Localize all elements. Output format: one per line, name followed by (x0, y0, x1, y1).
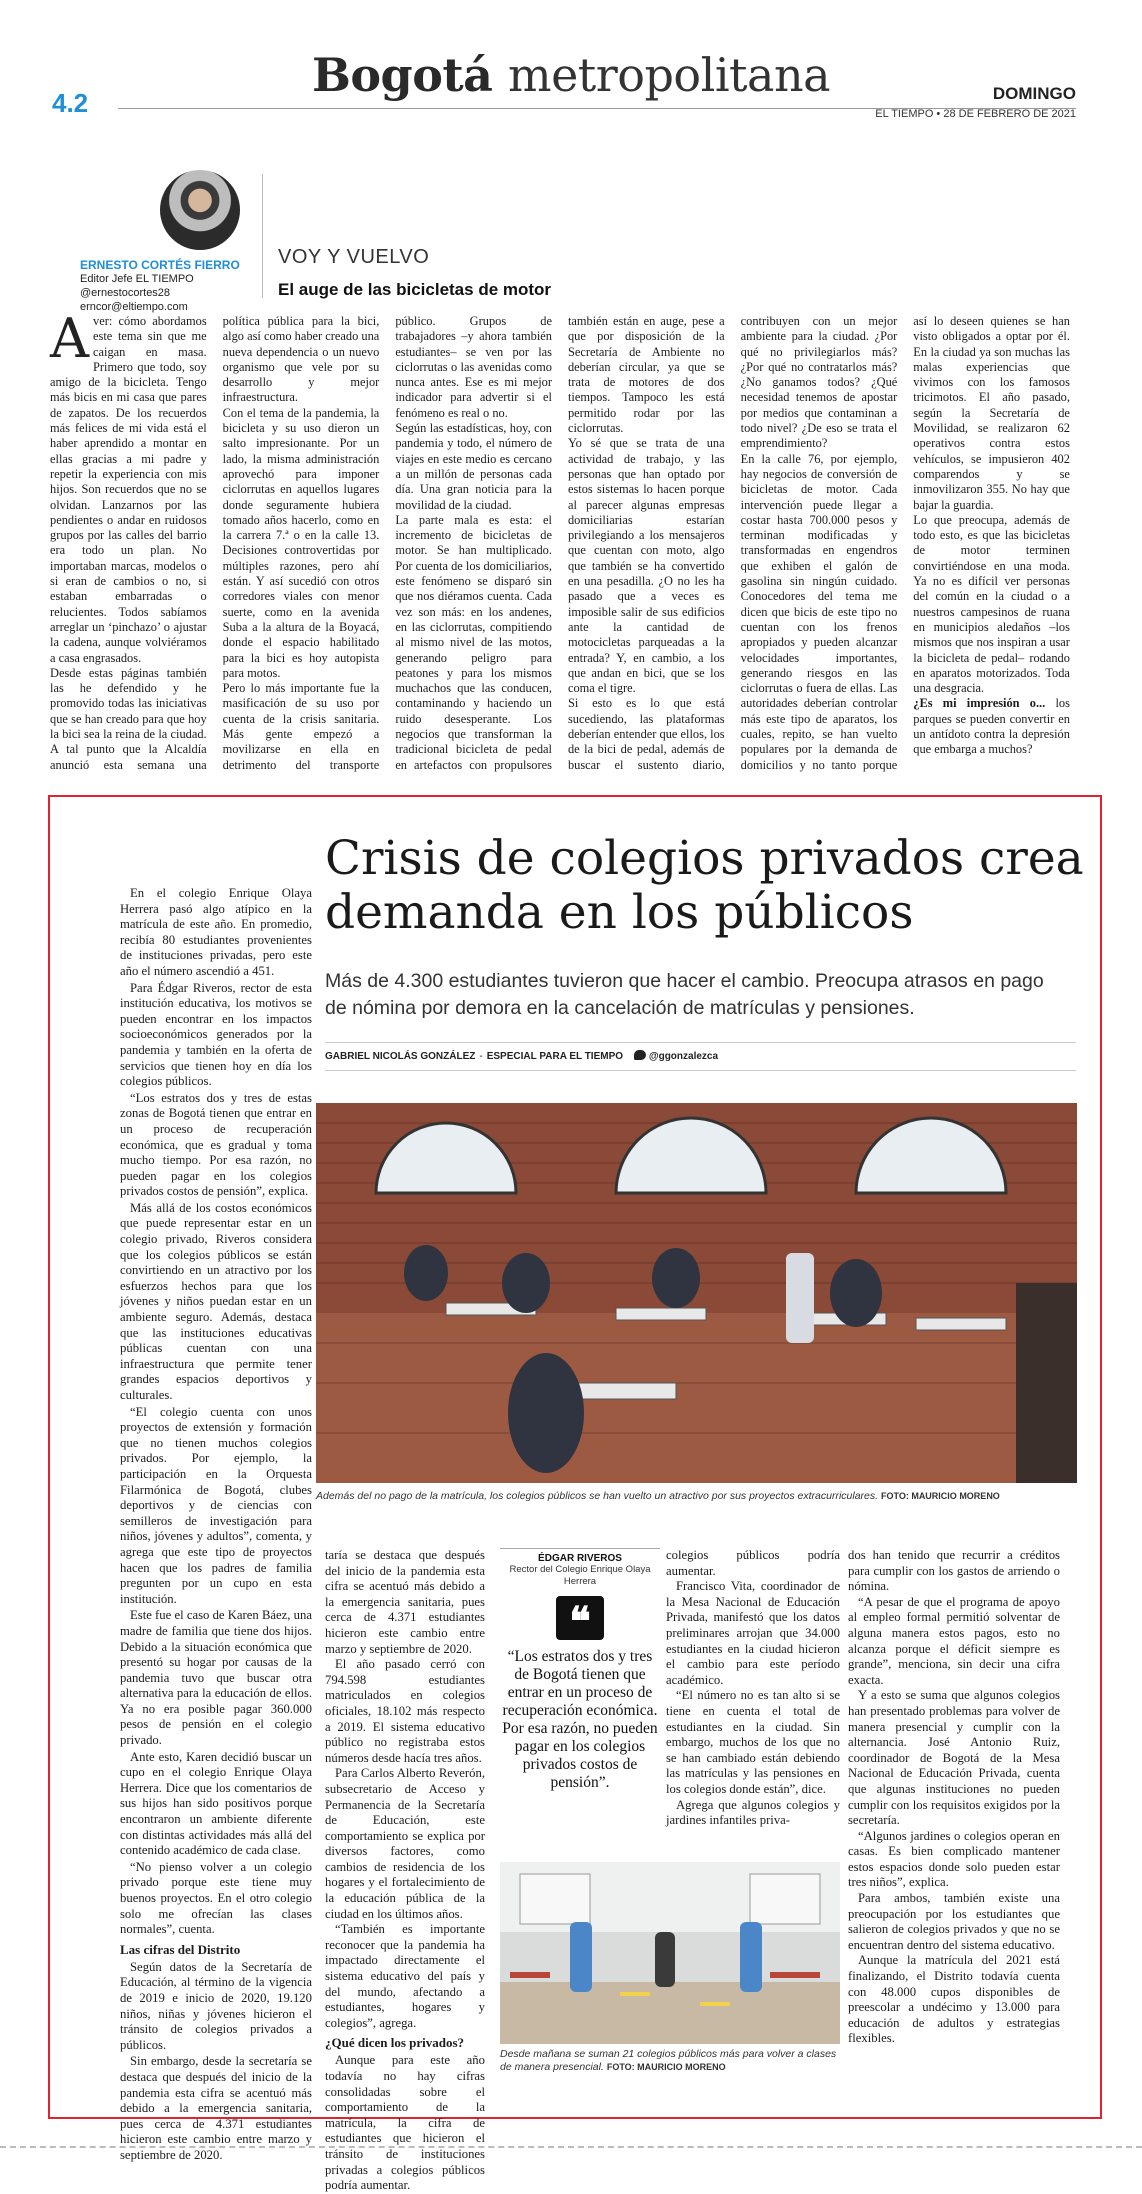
column-paragraph: Yo sé que se trata de una actividad de trabajo, y las personas que han optado por estos sistemas lo hacen porque al parecer algunas empresas domiciliarias estarían privilegiando a los mensajeros que cuentan con moto, algo que también se ha convertido en una pesadilla. ¿O no les ha pasado que a veces es imposible salir de sus edificios ante la cantidad de motocicletas parqueadas a la entrada? Y, en cambio, a los que andan en bici, que se los coma el tigre. (567, 436, 725, 696)
byline-author: GABRIEL NICOLÁS GONZÁLEZ (325, 1051, 476, 1062)
article-left-column (120, 886, 312, 2162)
byline-twitter[interactable]: @ggonzalezca (648, 1051, 719, 1062)
article-paragraph: Para ambos, también existe una preocupación por los estudiantes que salieron de colegios privados y que no se encuentran dentro del sistema educativo. (848, 1891, 1060, 1952)
article-paragraph: “El colegio cuenta con unos proyectos de extensión y formación que no tienen muchos colegios privados. Por ejemplo, la participación en la Orquesta Filarmónica de Bogotá, clubes deportivos y de ciencias con semilleros de investigación para niños, jóvenes y adultos”, comenta, y agrega que este tipo de proyectos hacen que los padres de familia pregunten por un cupo en esta institución. (120, 1404, 312, 1606)
small-photo-caption: Desde mañana se suman 21 colegios públicos más para volver a clases de manera presencial. FOTO: MAURICIO MORENO (500, 2048, 837, 2073)
column-divider (262, 174, 263, 298)
dateline (875, 84, 1076, 120)
article-paragraph: “Los estratos dos y tres de estas zonas de Bogotá tienen que entrar en un proceso de recuperación económica, que es gradual y toma mucho tiempo. Por esa razón, no pueden pagar en los colegios privados costos de pensión”, explica. (120, 1090, 312, 1199)
article-paragraph: En el colegio Enrique Olaya Herrera pasó algo atípico en la matrícula de este año. En promedio, recibía 80 estudiantes provenientes de instituciones privadas, pero este año el número ascendió a 451. (120, 886, 312, 978)
section-title-light: metropolitana (507, 48, 831, 102)
article-paragraph: Sin embargo, desde la secretaría se destaca que después del inicio de la pandemia esta cifra se acentuó más debido a la emergencia sanitaria, pues cerca de 4.371 estudiantes hicieron este cambio entre marzo y septiembre de 2020. (120, 2054, 312, 2162)
article-right-column (848, 1548, 1060, 2108)
article-paragraph: “No pienso volver a un colegio privado porque este tiene muy buenos proyectos. En el otro colegio solo me ofrecían las clases normales”, cuenta. (120, 1859, 312, 1937)
article-paragraph: “A pesar de que el programa de apoyo al empleo formal permitió solventar de alguna manera estos pagos, esto no alcanza porque el déficit siempre es grande”, menciona, sin decir una cifra exacta. (848, 1594, 1060, 1687)
article-paragraph: Aunque la matrícula del 2021 está finalizando, el Distrito todavía cuenta con 48.000 cupos disponibles de preescolar a undécimo y 13.000 para educación de adultos y estrategias flexibles. (848, 1953, 1060, 2046)
column-closing: ¿Es mi impresión o... los parques se pueden convertir en un antídoto contra la depresión que embarga a muchos? (913, 696, 1070, 757)
photo-credit: FOTO: MAURICIO MORENO (880, 1491, 1000, 1501)
article-paragraph: Y a esto se suma que algunos colegios han presentado problemas para volver de manera presencial y cumplir con la alternancia. José Antonio Ruiz, coordinador de Bogotá de la Mesa Nacional de Educación Privada, cuenta que algunas instituciones no pueden cumplir con los requisitos exigidos por la secretaría. (848, 1688, 1060, 1828)
article-paragraph: Este fue el caso de Karen Báez, una madre de familia que tiene dos hijos. Debido a la situación económica que presentó su hogar por causas de la pandemia tuvo que buscar otra alternativa para la educación de ellos. Ya no era posible pagar 360.000 pesos de pensión en el colegio privado. (120, 1608, 312, 1748)
author-photo (160, 170, 240, 250)
article-subheading: ¿Qué dicen los privados? (325, 2035, 465, 2051)
column-paragraph: Si esto es lo que está sucediendo, las plataformas deberían entender que ellos, los de la bici de pedal, además de buscar el sustento diario, contribuyen con un mejor ambiente para la ciudad. ¿Por qué no privilegiarlos más? ¿Por qué no contratarlos más? ¿No ganamos todos? ¿Qué necesidad tenemos de apostar por medios que contaminan a todo nivel? ¿De eso se trata el emprendimiento? (567, 314, 898, 772)
author-role: Editor Jefe EL TIEMPO (80, 273, 194, 285)
article-paragraph: El año pasado cerró con 794.598 estudiantes matriculados en colegios oficiales, 18.102 más respecto a 2019. El sistema educativo público no registraba estos números desde hacía tres años. (325, 1657, 485, 1765)
quote-role: Rector del Colegio Enrique Olaya Herrera (509, 1564, 651, 1587)
article-paragraph: “El número no es tan alto si se tiene en cuenta el total de estudiantes en la ciudad. Sin embargo, muchos de los que no se han cambiado están debiendo las matrículas y las pensiones en los colegios donde están”, dice. (666, 1688, 840, 1796)
column-paragraph: Pero lo más importante fue la masificación de su uso por cuenta de la crisis sanitaria. Más gente empezó a movilizarse en ella en detrimento del transporte público. Grupos de trabajadores –y ahora también estudiantes– se ven por las ciclorrutas o las avenidas como nunca antes. Ese es mi mejor indicador para advertir si el fenómeno es real o no. (222, 314, 552, 772)
column-paragraph: Lo que preocupa, además de todo esto, es que las bicicletas de motor terminen convirtiéndose en una moda. Ya no es difícil ver personas del común en la ciudad o a nuestros campesinos de ruana en municipios aledaños –los mismos que nos inspiran a usar la bicicleta de pedal– rodando en aparatos motorizados. Toda una desgracia. (913, 512, 1070, 696)
article-paragraph: colegios públicos podría aumentar. (666, 1548, 840, 1578)
column-paragraph: En la calle 76, por ejemplo, hay negocios de conversión de bicicletas de motor. Cada intervención puede llegar a costar hasta 700.000 pesos y terminan modificadas y transformadas en engendros que exhiben el galón de gasolina sin ningún cuidado. Conocedores del tema me dicen que bicis de este tipo no cuentan con los frenos apropiados y pueden alcanzar velocidades importantes, generando riesgos en las ciclorrutas o fuera de ellas. Las autoridades deberían controlar más este tipo de aparatos, los cuales, repito, se han vuelto populares por la demanda de domicilios y no tanto porque así lo deseen quienes se han visto obligados a optar por él. En la ciudad ya son muchas las malas experiencias que vivimos con los famosos tricimotos. El año pasado, según la Secretaría de Movilidad, se realizaron 62 operativos contra estos vehículos, se impusieron 402 comparendos y se inmovilizaron 355. No hay que bajar la guardia. (740, 314, 1070, 772)
article-paragraph: “También es importante reconocer que la pandemia ha impactado directamente el sistema educativo del país y del mundo, afectando a estudiantes, hogares y colegios”, agrega. (325, 1922, 485, 2030)
article-paragraph: Aunque para este año todavía no hay cifras consolidadas sobre el comportamiento de la matrícula, la cifra de estudiantes que hicieron el tránsito de instituciones privadas a colegios públicos podría aumentar. (325, 2053, 485, 2193)
author-block (80, 170, 265, 314)
twitter-icon (634, 1050, 646, 1060)
column-paragraph: Según las estadísticas, hoy, con pandemia y todo, el número de viajes en este medio es cercano a un millón de personas cada día. Una gran noticia para la movilidad de la ciudad. (395, 421, 552, 512)
page-number: 4.2 (52, 88, 89, 118)
article-mid2-column (666, 1548, 840, 1848)
photo-caption: Además del no pago de la matrícula, los colegios públicos se han vuelto un atractivo por sus proyectos extracurriculares. FOTO: MAURICIO MORENO (316, 1490, 1000, 1502)
byline-role: ESPECIAL PARA EL TIEMPO (486, 1051, 624, 1062)
quote-text: “Los estratos dos y tres de Bogotá tienen que entrar en un proceso de recuperación económica. Por esa razón, no pueden pagar en los colegios privados costos de pensión”. (502, 1648, 658, 1791)
article-paragraph: dos han tenido que recurrir a créditos para cumplir con los gastos de arriendo o nómina. (848, 1548, 1060, 1594)
article-subhead: Más de 4.300 estudiantes tuvieron que hacer el cambio. Preocupa atrasos en pago de nómina por demora en la cancelación de matrículas y pensiones. (325, 970, 1044, 1019)
author-handle[interactable]: @ernestocortes28 (80, 287, 171, 299)
pull-quote (500, 1548, 660, 1792)
column-paragraph: La parte mala es esta: el incremento de bicicletas de motor. Se han multiplicado. Por cuenta de los domiciliarios, este fenómeno se disparó sin que nos diéramos cuenta. Cada vez son más: en los andenes, en las ciclorrutas, compitiendo al mismo nivel de las motos, generando peligro para peatones y para los mismos muchachos que las conducen, contaminando y haciendo un ruido desesperante. Los negocios que transforman la tradicional bicicleta de pedal en artefactos con propulsores también están en auge, pese a que por disposición de la Secretaría de Ambiente no deberían circular, ya que se trata de motores de dos tiempos. Tampoco les está permitido rodar por las ciclorrutas. (395, 314, 725, 772)
author-email[interactable]: erncor@eltiempo.com (80, 301, 188, 313)
column-paragraph: Aver: cómo abordamos este tema sin que me caigan en masa. Primero que todo, soy amigo de la bicicleta. Tengo más bicis en mi casa que pares de zapatos. De los recuerdos más felices de mi vida está el haber aprendido a montar en ellas gracias a mi padre y repetir la experiencia con mis hijos. Son recuerdos que no se olvidan. Lanzarnos por las pendientes o andar en ruidosos grupos por las calles del barrio era todo un plan. No importaban marcas, modelos o si eran de cambios o no, si estaban embarradas o relucientes. Todos sabíamos arreglar un ‘pinchazo’ o ajustar la cadena, aunque volviéramos a casa engrasados. (50, 307, 207, 665)
header-rule (118, 108, 1076, 109)
article-mid-column (325, 1548, 485, 2193)
quote-name: ÉDGAR RIVEROS (500, 1548, 660, 1564)
classroom-photo (316, 1103, 1077, 1483)
article-paragraph: Agrega que algunos colegios y jardines infantiles priva- (666, 1797, 840, 1828)
byline-rule-top (325, 1042, 1076, 1043)
column-kicker: VOY Y VUELVO (278, 246, 430, 268)
section-title-bold: Bogotá (311, 48, 493, 102)
drop-cap: A (50, 307, 89, 370)
article-subheading: Las cifras del Distrito (120, 1941, 241, 1957)
article-byline: GABRIEL NICOLÁS GONZÁLEZ - ESPECIAL PARA EL TIEMPO @ggonzalezca (325, 1051, 719, 1062)
quote-mark-icon: ❝ (556, 1596, 604, 1640)
byline-rule-bottom (325, 1070, 1076, 1071)
article-headline: Crisis de colegios privados crea demanda en los públicos (325, 831, 1084, 940)
school-photo (500, 1862, 840, 2044)
column-paragraph: Con el tema de la pandemia, la bicicleta y su uso dieron un salto impresionante. Por un lado, la misma administración aprovechó para imponer ciclorrutas en aquellos lugares donde seguramente hubiera tomado años hacerlo, como en la carrera 7.ª o en la calle 13. Decisiones controvertidas por múltiples razones, pero ahí están. Y así sucedió con otros corredores viales con menor suerte, como en la avenida Suba a la altura de la Boyacá, donde el espacio habilitado para la bici es hoy autopista para motos. (222, 405, 380, 680)
author-name: ERNESTO CORTÉS FIERRO (80, 258, 240, 272)
page-cut-line (0, 2146, 1142, 2148)
article-paragraph: taría se destaca que después del inicio de la pandemia esta cifra se acentuó más debido a la emergencia sanitaria, pues cerca de 4.371 estudiantes hicieron este cambio entre marzo y septiembre de 2020. (325, 1548, 485, 1656)
article-paragraph: Según datos de la Secretaría de Educación, al término de la vigencia de 2019 e inicio de 2020, 19.120 niños, niñas y jóvenes hicieron el tránsito de colegios privados a públicos. (120, 1959, 312, 2052)
article-paragraph: Para Édgar Riveros, rector de esta institución educativa, los motivos se pueden encontrar en los impactos socioeconómicos generados por la pandemia y también en la oferta de servicios que tienen hoy en día los colegios públicos. (120, 980, 312, 1089)
small-photo-credit: FOTO: MAURICIO MORENO (606, 2062, 726, 2072)
column-paragraph: Desde estas páginas también las he defendido y he promovido todas las iniciativas que se han creado para que hoy la bici sea la reina de la ciudad. A tal punto que la Alcaldía anunció esta semana una política pública para la bici, algo así como haber creado una nueva dependencia o un nuevo organismo que vele por su desarrollo y mejor infraestructura. (50, 314, 380, 772)
article-paragraph: Francisco Vita, coordinador de la Mesa Nacional de Educación Privada, manifestó que los datos preliminares arrojan que 34.000 estudiantes en la ciudad hicieron el cambio para este período académico. (666, 1579, 840, 1687)
article-paragraph: Ante esto, Karen decidió buscar un cupo en el colegio Enrique Olaya Herrera. Dice que los comentarios de sus hijos han sido positivos porque encontraron un ambiente diferente con distintas actividades más allá del contenido académico de cada clase. (120, 1749, 312, 1858)
column-title: El auge de las bicicletas de motor (278, 280, 552, 299)
date-label: EL TIEMPO • 28 DE FEBRERO DE 2021 (875, 108, 1076, 120)
article-paragraph: Para Carlos Alberto Reverón, subsecretario de Acceso y Permanencia de la Secretaría de Educación, este comportamiento se explica por diversos factores, como cambios de residencia de los hogares y el fortalecimiento de la educación pública de la ciudad en los últimos años. (325, 1766, 485, 1921)
day-label: DOMINGO (992, 84, 1076, 103)
article-paragraph: Más allá de los costos económicos que puede representar estar en un colegio privado, Riveros considera que los colegios públicos se están convirtiendo en un atractivo por los esfuerzos hechos para que los jóvenes y niños puedan estar en un ambiente seguro. Además, destaca que las instituciones educativas públicas cuentan con una infraestructura que permite tener grandes espacios deportivos y culturales. (120, 1200, 312, 1402)
article-paragraph: “Algunos jardines o colegios operan en casas. Es bien complicado mantener estos espacios donde solo pueden estar tres niños”, explica. (848, 1828, 1060, 1890)
